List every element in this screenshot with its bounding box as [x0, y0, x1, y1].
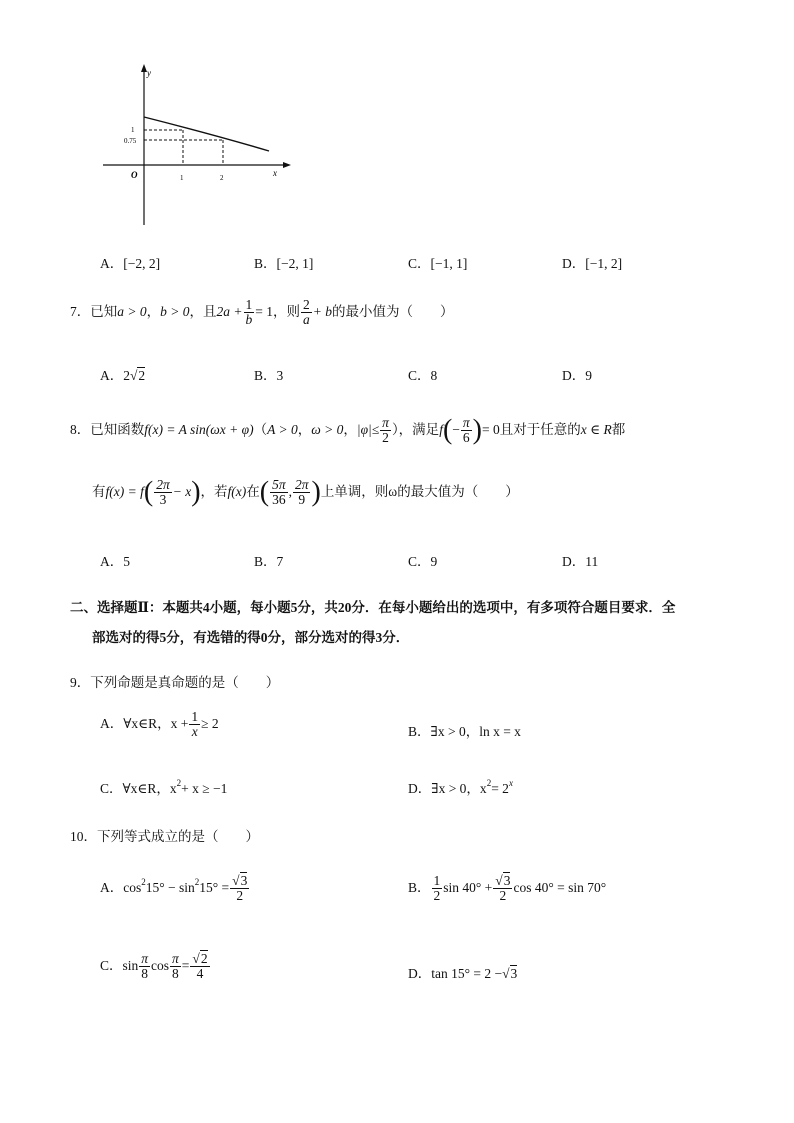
q7-stem: 7．已知a > 0，b > 0，且2a + $\frac{1}{b}$ = 1，则 $\frac{2}{a}$ + b的最小值为（ ） — [70, 297, 454, 328]
origin-label: O — [131, 170, 138, 180]
q8-option-c[interactable]: C．9 — [408, 554, 438, 569]
q10-option-b[interactable]: B． $\frac{1}{2}$ sin 40° + $\frac{√3}{2}$ cos 40° = sin 70° — [408, 873, 607, 904]
q10-option-c[interactable]: C．sin $\frac{\pi}{8}$ cos $\frac{\pi}{8}$ = $\frac{√2}{4}$ — [100, 951, 208, 982]
q6-option-c[interactable]: C．[−1, 1] — [408, 256, 468, 271]
q6-option-a[interactable]: A．[−2, 2] — [100, 256, 161, 271]
x-label: x — [273, 168, 277, 178]
q8-option-a[interactable]: A．5 — [100, 554, 130, 569]
q6-option-d[interactable]: D．[−1, 2] — [562, 256, 623, 271]
q9-option-b[interactable]: B．∃x > 0，ln x = x — [408, 724, 521, 739]
q10-option-d[interactable]: D．tan 15° = 2 −√3 — [408, 966, 518, 981]
q9-option-a[interactable]: A．∀x∈R，x + $\frac{1}{x}$ ≥ 2 — [100, 709, 219, 740]
q8-option-d[interactable]: D．11 — [562, 554, 599, 569]
tick-y2: 0.75 — [124, 137, 137, 145]
q7-option-b[interactable]: B．3 — [254, 368, 284, 383]
y-label: y — [147, 68, 151, 78]
function-graph — [95, 60, 305, 230]
q7-frac-2-over-a: $\frac{2}{a}$ — [303, 297, 310, 328]
tick-x2: 2 — [220, 174, 224, 182]
q8-option-b[interactable]: B．7 — [254, 554, 284, 569]
section2-heading-line1: 二、选择题Ⅱ：本题共4小题，每小题5分，共20分．在每小题给出的选项中，有多项符合题目要求．全 — [70, 600, 676, 615]
tick-y1: 1 — [131, 126, 135, 134]
q10-stem: 10．下列等式成立的是（ ） — [70, 829, 259, 844]
q7-option-d[interactable]: D．9 — [562, 368, 592, 383]
q7-option-a[interactable]: A．2√2 — [100, 368, 146, 383]
q9-stem: 9．下列命题是真命题的是（ ） — [70, 675, 280, 690]
q7-option-c[interactable]: C．8 — [408, 368, 438, 383]
section2-heading-line2: 部选对的得5分，有选错的得0分，部分选对的得3分． — [92, 630, 410, 645]
x-axis-arrow — [283, 162, 291, 168]
q8-stem-line1: 8．已知函数f(x) = A sin(ωx + φ)（A > 0，ω > 0，|φ|≤ $\frac{\pi}{2}$ ），满足f(− $\frac{\pi}{6}$ )= 0且对于任意的x ∈ R都 — [70, 414, 626, 446]
curve — [144, 117, 269, 151]
tick-x1: 1 — [180, 174, 184, 182]
q9-option-d[interactable]: D．∃x > 0，$x^2= 2^x$ — [408, 778, 513, 796]
q10-option-a[interactable]: A．$\cos^215^\circ - \sin^215^\circ$ = $\frac{√3}{2}$ — [100, 873, 248, 904]
q7-frac-1-over-b: $\frac{1}{b}$ — [245, 297, 253, 328]
q6-option-b[interactable]: B．[−2, 1] — [254, 256, 314, 271]
q9-option-c[interactable]: C．∀x∈R，$x^2+ x \ge -1$ — [100, 778, 228, 796]
q8-stem-line2: 有f(x) = f( $\frac{2\pi}{3}$ − x)，若f(x)在( $\frac{5\pi}{36}$ , $\frac{2\pi}{9}$ )上单调，则ω的最大值为（ ） — [92, 476, 519, 508]
